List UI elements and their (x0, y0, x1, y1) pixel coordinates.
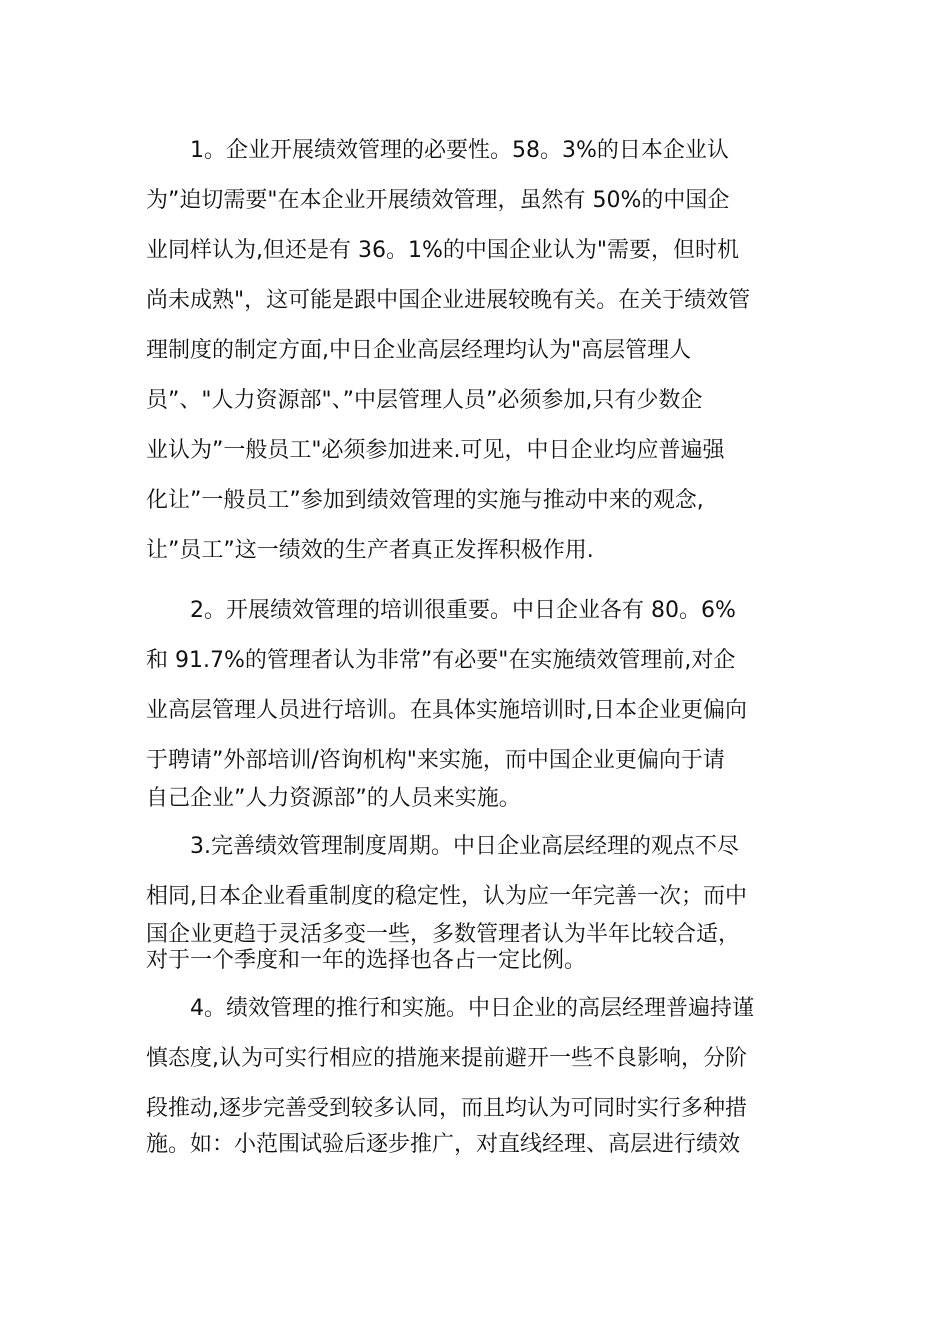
paragraph-line: 4。绩效管理的推行和实施。中日企业的高层经理普遍持谨 (190, 996, 754, 1021)
paragraph-line: 自己企业”人力资源部”的人员来实施。 (146, 786, 521, 811)
paragraph-line: 慎态度,认为可实行相应的措施来提前避开一些不良影响，分阶 (146, 1046, 747, 1071)
paragraph-line: 让”员工”这一绩效的生产者真正发挥积极作用. (146, 538, 594, 563)
paragraph-line: 对于一个季度和一年的选择也各占一定比例。 (146, 948, 587, 973)
paragraph-line: 员”、"人力资源部"、”中层管理人员”必须参加,只有少数企 (146, 388, 703, 413)
paragraph-line: 3.完善绩效管理制度周期。中日企业高层经理的观点不尽 (190, 834, 739, 859)
paragraph-line: 相同,日本企业看重制度的稳定性，认为应一年完善一次；而中 (146, 884, 747, 909)
paragraph-line: 1。企业开展绩效管理的必要性。58。3%的日本企业认 (190, 138, 729, 163)
paragraph-line: 理制度的制定方面,中日企业高层经理均认为"高层管理人 (146, 338, 692, 363)
paragraph-line: 化让”一般员工”参加到绩效管理的实施与推动中来的观念, (146, 488, 704, 513)
paragraph-line: 业同样认为,但还是有 36。1%的中国企业认为"需要，但时机 (146, 238, 740, 263)
paragraph-line: 尚未成熟"，这可能是跟中国企业进展较晚有关。在关于绩效管 (146, 288, 751, 313)
paragraph-line: 于聘请”外部培训/咨询机构"来实施，而中国企业更偏向于请 (146, 748, 725, 773)
paragraph-line: 国企业更趋于灵活多变一些，多数管理者认为半年比较合适， (146, 922, 741, 947)
paragraph-line: 和 91.7%的管理者认为非常”有必要"在实施绩效管理前,对企 (146, 648, 736, 673)
paragraph-line: 2。开展绩效管理的培训很重要。中日企业各有 80。6% (190, 598, 736, 623)
paragraph-line: 业认为”一般员工"必须参加进来.可见，中日企业均应普遍强 (146, 438, 725, 463)
paragraph-line: 施。如：小范围试验后逐步推广，对直线经理、高层进行绩效 (146, 1132, 741, 1157)
paragraph-line: 业高层管理人员进行培训。在具体实施培训时,日本企业更偏向 (146, 698, 747, 723)
paragraph-line: 为”迫切需要"在本企业开展绩效管理，虽然有 50%的中国企 (146, 188, 730, 213)
paragraph-line: 段推动,逐步完善受到较多认同，而且均认为可同时实行多种措 (146, 1096, 747, 1121)
